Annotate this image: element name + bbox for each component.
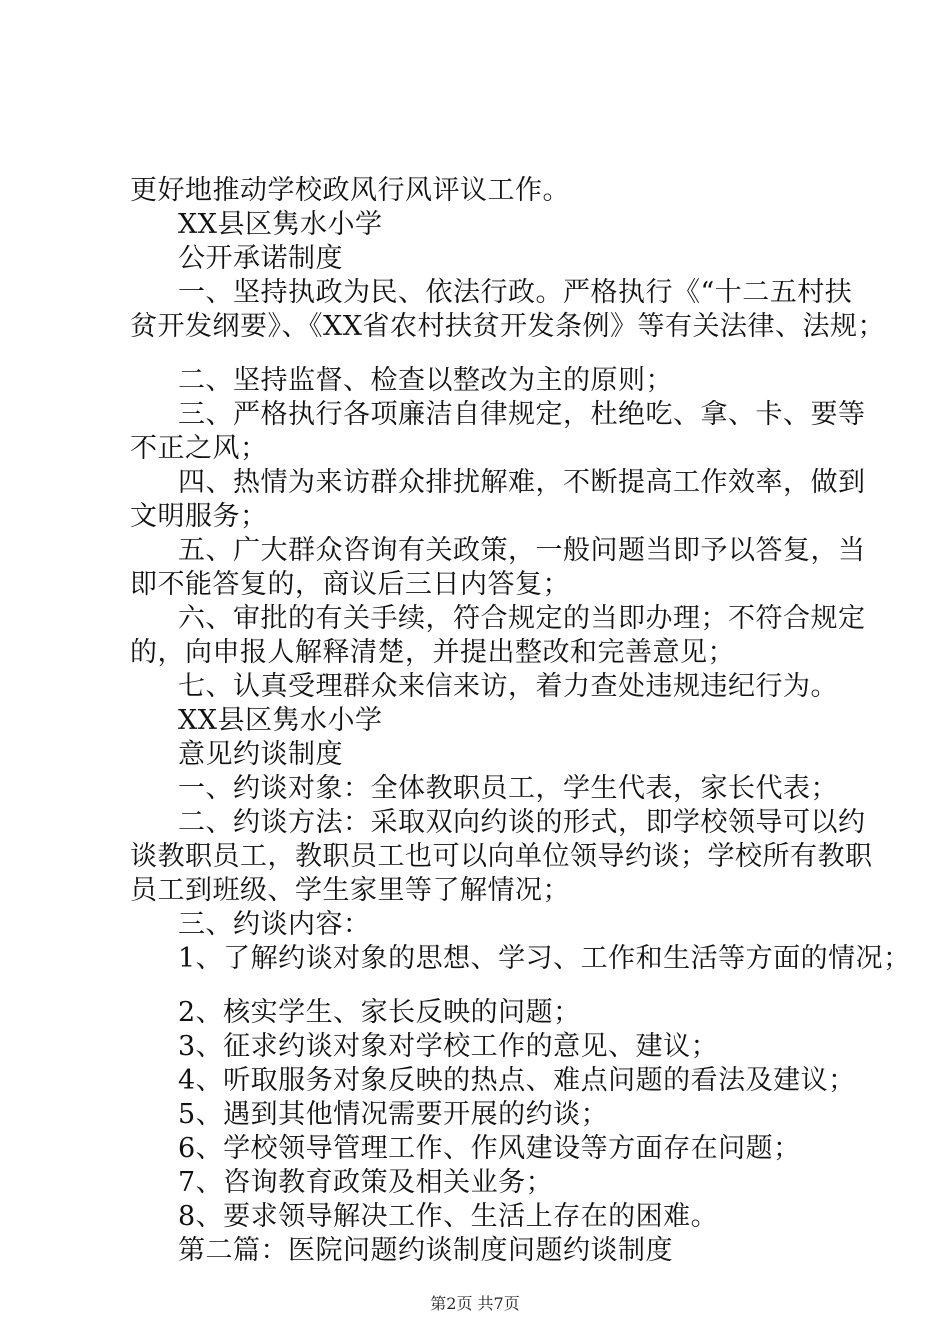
body-line: 二、约谈方法：采取双向约谈的形式，即学校领导可以约 bbox=[178, 807, 866, 838]
page-number: 第2页 共7页 bbox=[430, 1294, 520, 1313]
list-item: 3、征求约谈对象对学校工作的意见、建议； bbox=[178, 1031, 719, 1062]
list-item: 8、要求领导解决工作、生活上存在的困难。 bbox=[178, 1201, 719, 1232]
list-item: 1、了解约谈对象的思想、学习、工作和生活等方面的情况； bbox=[178, 943, 911, 974]
section-title: 意见约谈制度 bbox=[178, 739, 343, 770]
chapter-heading: 第二篇：医院问题约谈制度问题约谈制度 bbox=[178, 1235, 673, 1266]
body-line: 更好地推动学校政风行风评议工作。 bbox=[130, 175, 570, 206]
list-item: 7、咨询教育政策及相关业务； bbox=[178, 1167, 554, 1198]
school-name: XX县区隽水小学 bbox=[178, 209, 383, 240]
list-item: 4、听取服务对象反映的热点、难点问题的看法及建议； bbox=[178, 1065, 856, 1096]
list-item: 6、学校领导管理工作、作风建设等方面存在问题； bbox=[178, 1133, 801, 1164]
body-line: 即不能答复的，商议后三日内答复； bbox=[130, 569, 570, 600]
body-line: 的，向申报人解释清楚，并提出整改和完善意见； bbox=[130, 637, 735, 668]
school-name: XX县区隽水小学 bbox=[178, 705, 383, 736]
list-item: 2、核实学生、家长反映的问题； bbox=[178, 997, 581, 1028]
body-line: 三、约谈内容： bbox=[178, 909, 371, 940]
body-line: 七、认真受理群众来信来访，着力查处违规违纪行为。 bbox=[178, 671, 838, 702]
body-line: 贫开发纲要》、《XX省农村扶贫开发条例》等有关法律、法规； bbox=[130, 311, 885, 342]
body-line: 三、严格执行各项廉洁自律规定，杜绝吃、拿、卡、要等 bbox=[178, 399, 866, 430]
body-line: 一、坚持执政为民、依法行政。严格执行《“十二五村扶 bbox=[178, 277, 853, 308]
section-title: 公开承诺制度 bbox=[178, 243, 343, 274]
body-line: 员工到班级、学生家里等了解情况； bbox=[130, 875, 570, 906]
body-line: 文明服务； bbox=[130, 501, 268, 532]
list-item: 5、遇到其他情况需要开展的约谈； bbox=[178, 1099, 609, 1130]
body-line: 四、热情为来访群众排扰解难，不断提高工作效率，做到 bbox=[178, 467, 866, 498]
body-line: 六、审批的有关手续，符合规定的当即办理；不符合规定 bbox=[178, 603, 866, 634]
body-line: 二、坚持监督、检查以整改为主的原则； bbox=[178, 365, 673, 396]
body-line: 谈教职员工，教职员工也可以向单位领导约谈；学校所有教职 bbox=[130, 841, 873, 872]
body-line: 一、约谈对象：全体教职员工，学生代表，家长代表； bbox=[178, 773, 838, 804]
body-line: 不正之风； bbox=[130, 433, 268, 464]
body-line: 五、广大群众咨询有关政策，一般问题当即予以答复，当 bbox=[178, 535, 866, 566]
